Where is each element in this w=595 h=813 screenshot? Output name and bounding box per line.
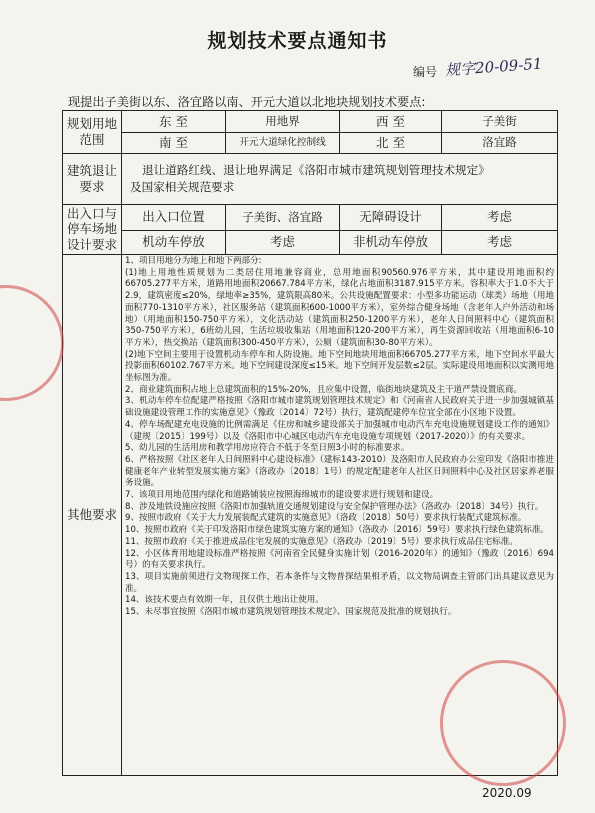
official-seal-left bbox=[0, 285, 64, 401]
note-item: 13、项目实施前须进行文物现探工作，若本条件与文物普探结果相矛盾，以文物局调查主管部门出具建议意见为准。 bbox=[125, 571, 554, 594]
note-item: 3、机动车停车位配建严格按照《洛阳市城市建筑规划管理技术规定》和《河南省人民政府关于进一步加强城镇基础设施建设管理工作的实施意见》（豫政〔2014〕72号）执行，建筑配建停车位宜全部在小区地下设置。 bbox=[125, 396, 554, 419]
intro-text: 现提出子美街以东、洛宜路以南、开元大道以北地块规划技术要点: bbox=[68, 95, 426, 109]
north-value: 洛宜路 bbox=[482, 135, 517, 150]
west-value: 子美街 bbox=[482, 114, 517, 129]
note-item: 14、该技术要点有效期一年，且仅供土地出让使用。 bbox=[125, 595, 324, 606]
south-value: 开元大道绿化控制线 bbox=[239, 136, 326, 148]
note-item: (1)地上用地性质规划为二类居住用地兼容商业，总用地面积90560.976平方米，其中建设用地面积约66705.277平方米，道路用地面积20667.784平方米，绿化占地面积3187.915平方米。容积率大于1.0不大于2.9，建筑密度≤20%，绿地率≥35%，建筑限高80米。公共设施配置要求：小型多功能运动（球类）场地（用地面积770-1310平方米），社区服务站（建筑面积600-1000平方米），室外综合健身场地（含老年人户外活动和场地）（用地面积150-750平方米），文化活动站（建筑面积250-1200平方米），老年人日间照料中心（建筑面积350-750平方米），6班幼儿园，生活垃圾收集站（用地面积120-200平方米），再生资源回收站（用地面积6-10平方米），热交换站（建筑面积300-450平方米），公厕（建筑面积30-80平方米）。 bbox=[125, 267, 554, 348]
east-value: 用地界 bbox=[265, 114, 300, 129]
access-label: 出入口与停车场地设计要求 bbox=[66, 205, 117, 252]
motor-parking-label: 机动车停放 bbox=[142, 234, 205, 250]
note-item: 15、未尽事宜按照《洛阳市城市建筑规划管理技术规定》、国家规范及批准的规划执行。 bbox=[125, 607, 457, 618]
barrier-free-label: 无障碍设计 bbox=[359, 209, 422, 225]
scope-label: 规划用地范围 bbox=[67, 116, 118, 147]
setback-line-2: 及国家相关规范要求 bbox=[130, 179, 235, 194]
note-item: 9、按照市政府《关于大力发展装配式建筑的实施意见》（洛政〔2018〕50号）要求执行装配式建筑标准。 bbox=[125, 513, 527, 524]
setback-line-1: 退让道路红线、退让地界满足《洛阳市城市建筑规划管理技术规定》 bbox=[142, 162, 490, 177]
entrance-value: 子美街、洛宜路 bbox=[242, 209, 323, 224]
note-item: 2、商业建筑面积占地上总建筑面积的15%-20%，且应集中设置，临街地块建筑及主干道严禁设置底商。 bbox=[125, 384, 522, 395]
document-title: 规划技术要点通知书 bbox=[207, 30, 388, 52]
doc-number-value: 规字20-09-51 bbox=[444, 54, 543, 80]
requirements-table bbox=[62, 110, 558, 776]
note-item: 8、涉及地铁设施应按照《洛阳市加强轨道交通规划建设与安全保护管理办法》（洛政办〔2018〕34号）执行。 bbox=[125, 501, 544, 512]
setback-label: 建筑退让要求 bbox=[67, 162, 118, 194]
setback-requirement bbox=[122, 153, 557, 204]
note-item: 4、停车场配建充电设施的比例需满足《住房和城乡建设部关于加强城市电动汽车充电设施规划建设工作的通知》（建规〔2015〕199号）以及《洛阳市中心城区电动汽车充电设施专项规划（2017-2020）》的有关要求。 bbox=[125, 419, 554, 442]
west-label: 西 至 bbox=[376, 113, 405, 129]
issue-date: 2020.09 bbox=[482, 786, 532, 800]
other-label: 其他要求 bbox=[66, 506, 117, 522]
nonmotor-parking-value: 考虑 bbox=[486, 234, 512, 250]
note-item: (2)地下空间主要用于设置机动车停车和人防设施。地下空间地块用地面积66705.277平方米，地下空间水平最大投影面积60102.767平方米。地下空间建设深度≤15米。地下空间开发层数≤2层。实际建设用地面积以实测用地坐标图为准。 bbox=[125, 349, 554, 384]
north-label: 北 至 bbox=[376, 134, 405, 150]
east-label: 东 至 bbox=[159, 113, 188, 129]
nonmotor-parking-label: 非机动车停放 bbox=[352, 234, 428, 250]
note-item: 7、该项目用地范围内绿化和道路铺装应按照海绵城市的建设要求进行规划和建设。 bbox=[125, 490, 439, 501]
entrance-label: 出入口位置 bbox=[142, 209, 205, 225]
motor-parking-value: 考虑 bbox=[269, 234, 295, 250]
note-item: 5、幼儿园的生活用房和教学用房应符合不低于冬至日照3小时的标准要求。 bbox=[125, 443, 410, 454]
barrier-free-value: 考虑 bbox=[486, 209, 512, 225]
other-requirements-list bbox=[121, 254, 557, 619]
note-item: 12、小区体育用地建设标准严格按照《河南省全民健身实施计划（2016-2020年）的通知》（豫政〔2016〕694号）的有关要求执行。 bbox=[125, 548, 554, 571]
other-requirements bbox=[63, 254, 557, 775]
note-item: 10、按照市政府《关于印发洛阳市绿色建筑实施方案的通知》（洛政办〔2016〕59号）要求执行绿色建筑标准。 bbox=[125, 525, 549, 536]
note-item: 1、项目用地分为地上和地下两部分: bbox=[125, 256, 262, 266]
doc-number-label: 编号 bbox=[413, 65, 438, 79]
note-item: 6、严格按照《社区老年人日间照料中心建设标准》（建标143-2010）及洛阳市人民政府办公室印发《洛阳市推进健康老年产业转型发展实施方案》（洛政办〔2018〕1号）的规定配建老年人社区日间照料中心及社区居家养老服务设施。 bbox=[125, 454, 554, 489]
note-item: 11、按照市政府《关于推进成品住宅发展的实施意见》（洛政办〔2019〕5号）要求执行成品住宅标准。 bbox=[125, 536, 518, 547]
south-label: 南 至 bbox=[159, 134, 188, 150]
